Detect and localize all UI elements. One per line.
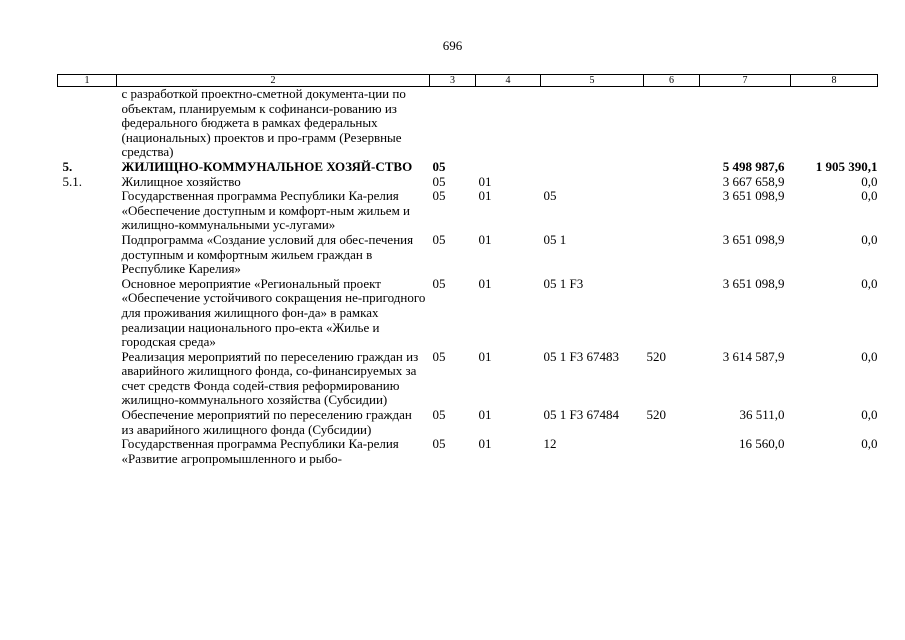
row-code bbox=[58, 408, 117, 437]
table-row bbox=[58, 350, 878, 408]
row-amount-1: 3 614 587,9 bbox=[722, 348, 785, 364]
row-code bbox=[58, 350, 117, 408]
row-target-article bbox=[541, 87, 644, 160]
row-target-article bbox=[541, 175, 644, 190]
row-name: ЖИЛИЩНО-КОММУНАЛЬНОЕ ХОЗЯЙ-СТВО bbox=[121, 158, 413, 174]
row-target-article: 05 1 F3 bbox=[543, 275, 584, 291]
table-row bbox=[58, 189, 878, 233]
row-amount-2: 0,0 bbox=[861, 188, 878, 204]
row-amount-2: 0,0 bbox=[861, 173, 878, 189]
row-subsection: 01 bbox=[478, 275, 492, 291]
row-amount-1: 16 560,0 bbox=[739, 436, 785, 452]
row-name: с разработкой проектно-сметной документа-ции по объектам, планируемым к софинанси-рованию из федерального бюджета в рамках федеральных (национальных) проектов и про-грамм (Резервные средства) bbox=[121, 86, 406, 160]
row-subsection: 01 bbox=[478, 173, 492, 189]
row-amount-2 bbox=[791, 87, 878, 160]
row-subsection: 01 bbox=[478, 436, 492, 452]
table-row bbox=[58, 277, 878, 350]
row-subsection: 01 bbox=[478, 231, 492, 247]
row-section: 05 bbox=[432, 436, 446, 452]
row-amount-2: 0,0 bbox=[861, 407, 878, 423]
row-expense-type bbox=[644, 189, 700, 233]
row-section: 05 bbox=[432, 348, 446, 364]
row-amount-1: 3 651 098,9 bbox=[722, 231, 785, 247]
row-subsection: 01 bbox=[478, 407, 492, 423]
row-expense-type bbox=[644, 437, 700, 466]
row-code bbox=[58, 233, 117, 277]
row-amount-2: 0,0 bbox=[861, 231, 878, 247]
table-row bbox=[58, 160, 878, 175]
row-section: 05 bbox=[432, 231, 446, 247]
row-target-article: 05 1 F3 67483 bbox=[543, 348, 619, 364]
row-amount-2: 0,0 bbox=[861, 275, 878, 291]
row-expense-type bbox=[644, 277, 700, 350]
table-body bbox=[58, 87, 878, 467]
row-amount-1: 3 651 098,9 bbox=[722, 188, 785, 204]
row-code: 5.1. bbox=[62, 173, 82, 189]
row-code bbox=[58, 87, 117, 160]
row-subsection bbox=[476, 160, 541, 175]
column-header: 4 bbox=[476, 75, 541, 87]
budget-table bbox=[57, 74, 878, 466]
row-amount-2: 1 905 390,1 bbox=[815, 158, 878, 174]
row-code bbox=[58, 189, 117, 233]
column-header: 2 bbox=[117, 75, 430, 87]
row-section: 05 bbox=[432, 158, 446, 174]
row-name: Подпрограмма «Создание условий для обес-печения доступным и комфортным жильем граждан в Республике Карелия» bbox=[121, 231, 414, 277]
column-header: 1 bbox=[58, 75, 117, 87]
row-section: 05 bbox=[432, 188, 446, 204]
row-name: Обеспечение мероприятий по переселению граждан из аварийного жилищного фонда (Субсидии) bbox=[121, 407, 412, 437]
row-name: Государственная программа Республики Ка-релия «Развитие агропромышленного и рыбо- bbox=[121, 436, 399, 466]
row-amount-1 bbox=[700, 87, 791, 160]
row-section: 05 bbox=[432, 407, 446, 423]
row-expense-type bbox=[644, 175, 700, 190]
row-amount-1: 3 667 658,9 bbox=[722, 173, 785, 189]
row-target-article: 05 1 F3 67484 bbox=[543, 407, 619, 423]
page-number: 696 bbox=[442, 38, 463, 53]
row-target-article: 05 bbox=[543, 188, 557, 204]
row-amount-1: 3 651 098,9 bbox=[722, 275, 785, 291]
table-row bbox=[58, 408, 878, 437]
column-header: 8 bbox=[791, 75, 878, 87]
column-header: 7 bbox=[700, 75, 791, 87]
row-code bbox=[58, 437, 117, 466]
table-header-row bbox=[58, 75, 878, 87]
row-expense-type bbox=[644, 87, 700, 160]
row-name: Государственная программа Республики Ка-релия «Обеспечение доступным и комфорт-ным жильем и жилищно-коммунальными ус-лугами» bbox=[121, 188, 411, 233]
row-expense-type: 520 bbox=[646, 407, 666, 423]
row-amount-2: 0,0 bbox=[861, 436, 878, 452]
table-row bbox=[58, 233, 878, 277]
row-target-article: 12 bbox=[543, 436, 557, 452]
row-subsection: 01 bbox=[478, 348, 492, 364]
row-name: Реализация мероприятий по переселению граждан из аварийного жилищного фонда, со-финансируемых за счет средств Фонда содей-ствия реформированию жилищно-коммунального хозяйства (Субсидии) bbox=[121, 348, 419, 408]
row-code: 5. bbox=[62, 158, 73, 174]
column-header: 5 bbox=[541, 75, 644, 87]
table-row bbox=[58, 437, 878, 466]
row-name: Основное мероприятие «Региональный проект «Обеспечение устойчивого сокращения не-пригодного для проживания жилищного фон-да» в рамках реализации национального про-екта «Жилье и городская среда» bbox=[121, 275, 426, 350]
row-expense-type bbox=[644, 160, 700, 175]
row-amount-2: 0,0 bbox=[861, 348, 878, 364]
table-row bbox=[58, 87, 878, 160]
column-header: 3 bbox=[430, 75, 476, 87]
row-section: 05 bbox=[432, 275, 446, 291]
row-code bbox=[58, 277, 117, 350]
row-subsection bbox=[476, 87, 541, 160]
table-row bbox=[58, 175, 878, 190]
row-subsection: 01 bbox=[478, 188, 492, 204]
row-amount-1: 5 498 987,6 bbox=[722, 158, 785, 174]
row-name: Жилищное хозяйство bbox=[121, 173, 241, 189]
row-expense-type bbox=[644, 233, 700, 277]
row-section bbox=[430, 87, 476, 160]
row-target-article bbox=[541, 160, 644, 175]
row-section: 05 bbox=[432, 173, 446, 189]
row-target-article: 05 1 bbox=[543, 231, 567, 247]
row-expense-type: 520 bbox=[646, 348, 666, 364]
row-amount-1: 36 511,0 bbox=[739, 407, 785, 423]
column-header: 6 bbox=[644, 75, 700, 87]
